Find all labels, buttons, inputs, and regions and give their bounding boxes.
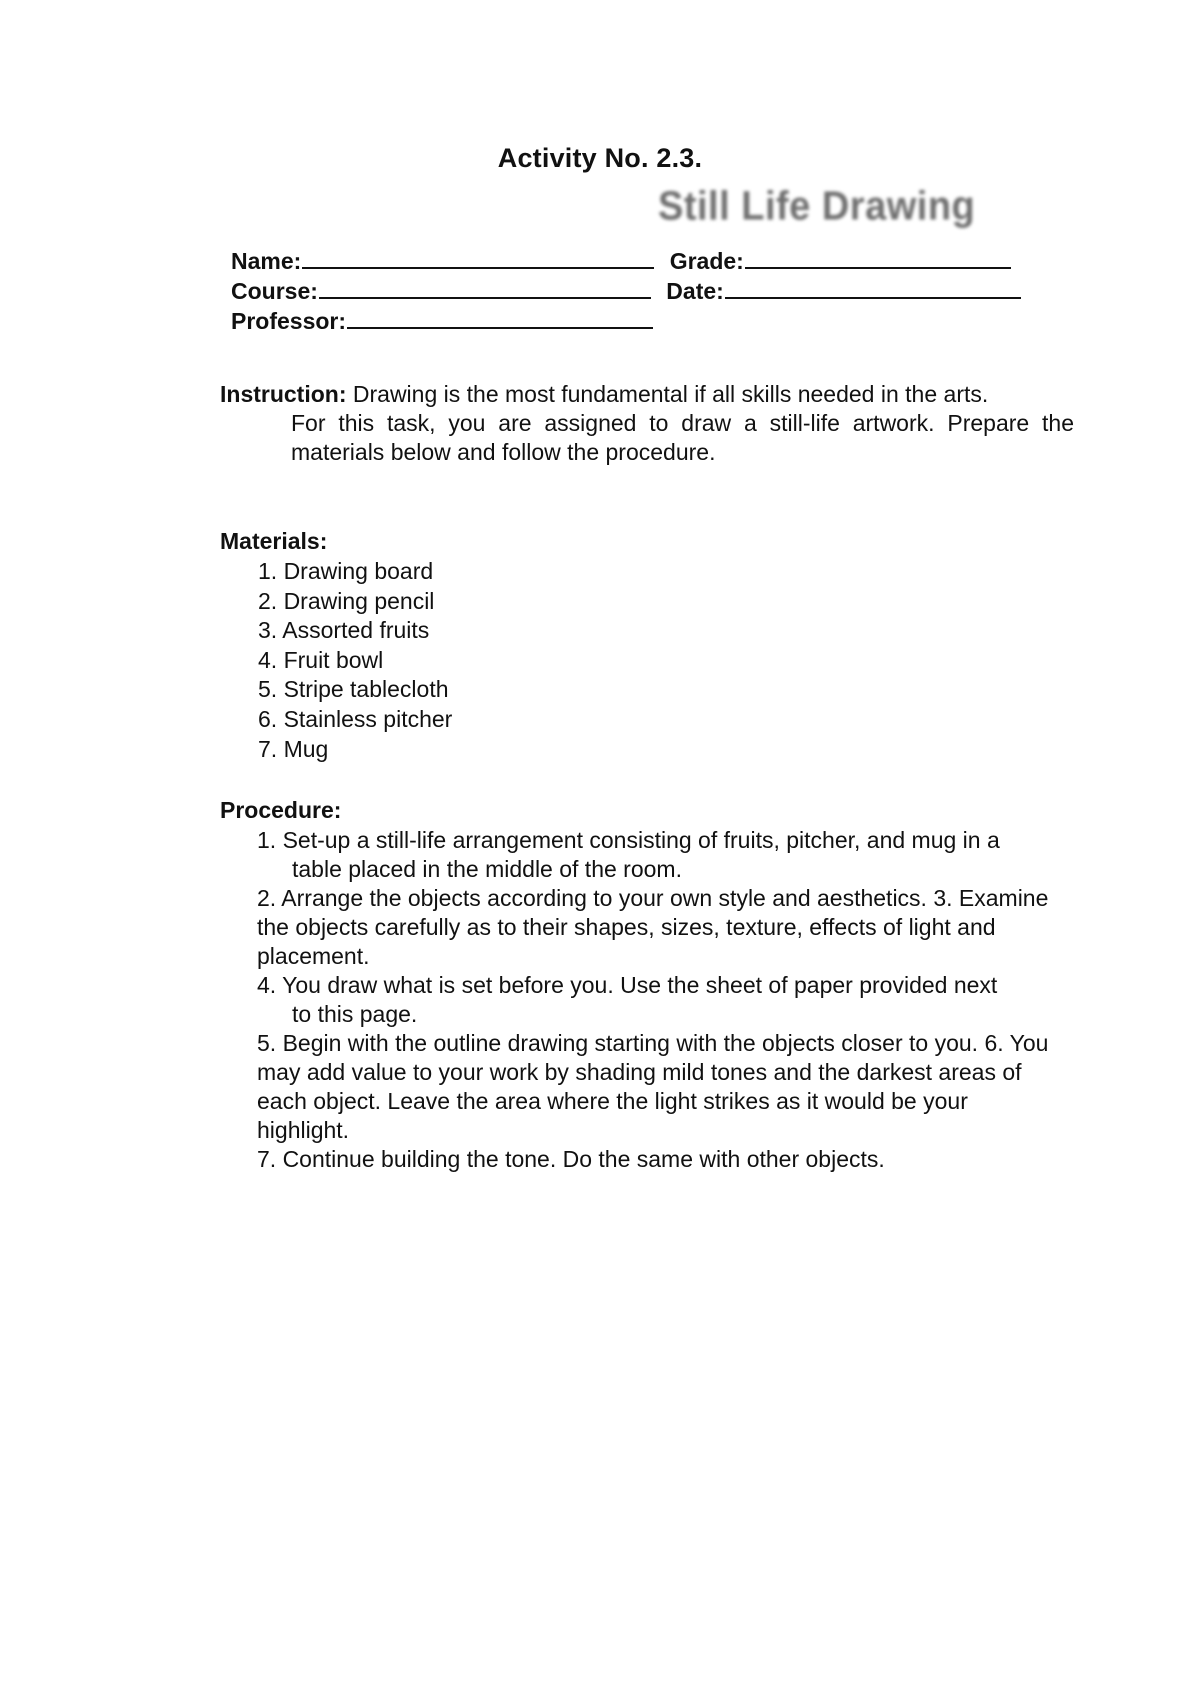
professor-blank [347,310,653,329]
course-label: Course: [231,278,318,304]
procedure-step-5-6: 5. Begin with the outline drawing starting with the objects closer to you. 6. You may add value to your work by shading mild tones and the darkest areas of each object. Leave the area where the light strikes as it would be your highlight. [257,1030,1049,1143]
materials-heading: Materials: [220,528,328,554]
date-blank [725,280,1021,299]
instruction-text-rest: For this task, you are assigned to draw a still-life artwork. Prepare the materials below and follow the procedure. [291,410,1074,465]
student-info-fields [231,246,1021,336]
instruction-paragraph [220,380,1074,467]
list-item: 6. Stainless pitcher [258,705,453,732]
instruction-text-line1: Drawing is the most fundamental if all skills needed in the arts. [346,381,989,407]
procedure-step-7: 7. Continue building the tone. Do the same with other objects. [257,1146,885,1172]
activity-title: Activity No. 2.3. [497,143,703,173]
list-item: 4. Fruit bowl [258,646,384,673]
name-blank [302,250,654,269]
procedure-step-4-continued: to this page. [292,1001,418,1027]
field-row-course-date [231,276,1021,306]
course-blank [319,280,651,299]
materials-list [258,557,452,764]
list-item: 1. Drawing board [258,558,434,584]
procedure-step-2-3: 2. Arrange the objects according to your own style and aesthetics. 3. Examine the objects carefully as to their shapes, sizes, texture, effects of light and placement. [257,885,1049,969]
grade-blank [745,250,1011,269]
list-item: 7. Mug [258,735,329,762]
field-row-name-grade [231,246,1021,276]
list-item: 3. Assorted fruits [258,617,430,644]
instruction-label: Instruction: [220,381,347,407]
grade-label: Grade: [669,248,744,274]
name-label: Name: [231,248,302,274]
procedure-step-1: 1. Set-up a still-life arrangement consisting of fruits, pitcher, and mug in a [257,827,1000,853]
procedure-step-4: 4. You draw what is set before you. Use the sheet of paper provided next [257,972,998,998]
activity-subtitle: Still Life Drawing [658,184,976,230]
field-row-professor [231,306,1021,336]
list-item: 2. Drawing pencil [258,587,435,614]
procedure-step-1-continued: table placed in the middle of the room. [292,856,682,882]
procedure-steps [257,826,1057,1174]
professor-label: Professor: [231,308,347,334]
date-label: Date: [666,278,724,304]
procedure-heading: Procedure: [220,797,342,823]
list-item: 5. Stripe tablecloth [258,676,449,703]
